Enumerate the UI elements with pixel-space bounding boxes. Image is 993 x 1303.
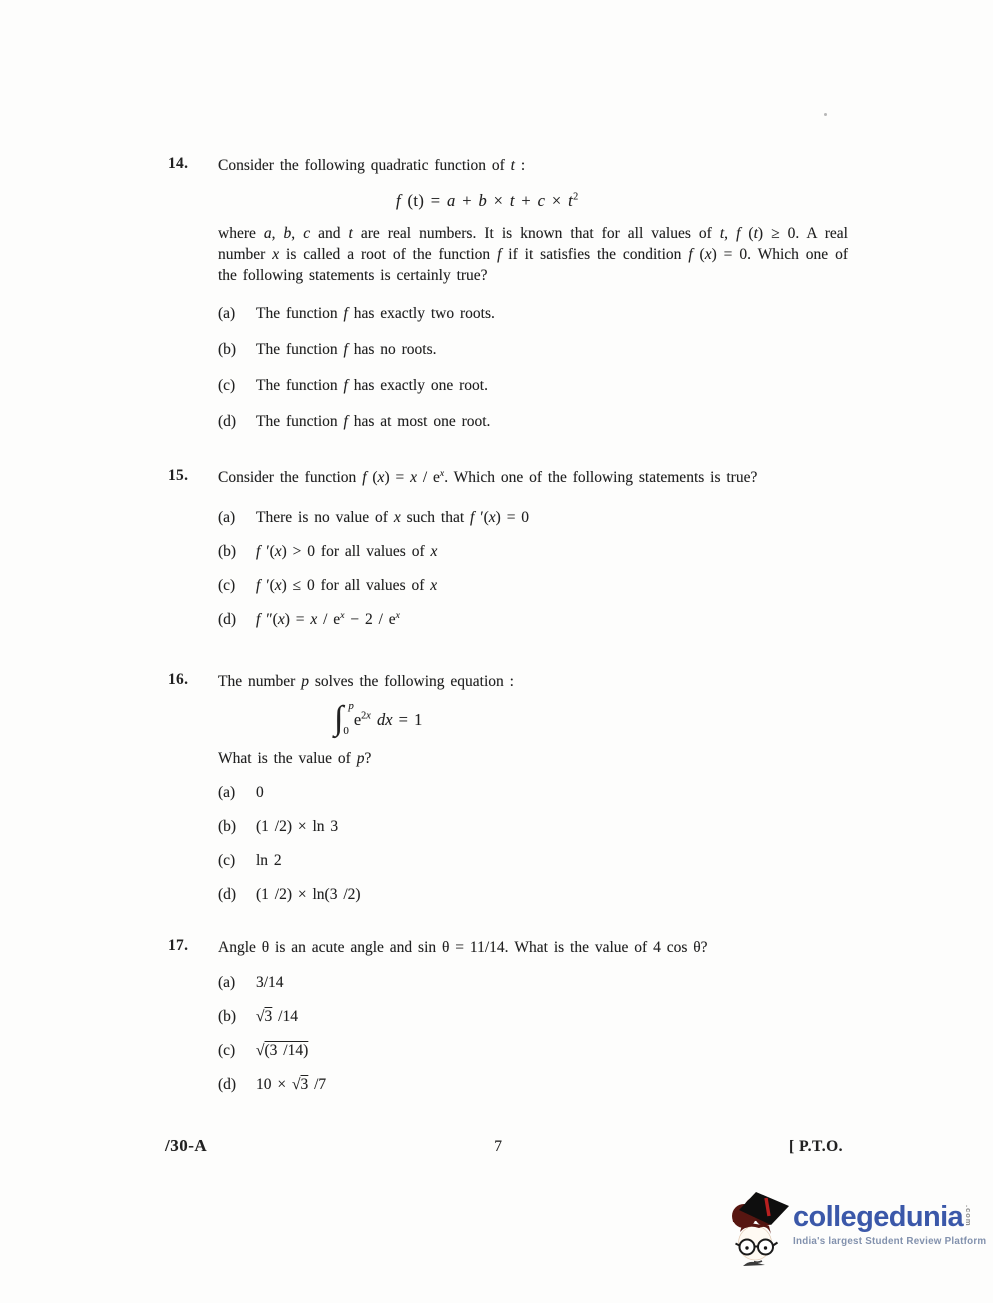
- question-17: [168, 937, 848, 1095]
- option-label: (a): [218, 509, 236, 526]
- option-text: ln 2: [256, 852, 282, 869]
- option-a: [218, 972, 848, 993]
- option-label: (a): [218, 974, 236, 991]
- question-number: 17.: [168, 937, 189, 954]
- option-label: (d): [218, 1076, 237, 1093]
- integral-formula: ∫ p 0 $e^{2x}$ dx = 1: [334, 700, 423, 737]
- option-label: (c): [218, 852, 236, 869]
- option-text: f $''(x) = x / e^x - 2 / e^x$: [256, 609, 400, 628]
- option-label: (c): [218, 377, 236, 394]
- question-intro: The number p solves the following equation :: [218, 673, 514, 690]
- option-label: (a): [218, 305, 236, 322]
- page-footer: [165, 1136, 843, 1156]
- option-a: [218, 782, 848, 803]
- scan-squiggle-mark: [742, 1258, 768, 1270]
- option-b: [218, 541, 848, 562]
- option-a: [218, 507, 848, 528]
- option-text: 10 × √3 /7: [256, 1076, 327, 1093]
- option-label: (d): [218, 413, 237, 430]
- option-label: (c): [218, 577, 236, 594]
- option-d: [218, 609, 848, 630]
- option-text: (1 /2) × ln(3 /2): [256, 886, 361, 903]
- options-list: [218, 782, 848, 905]
- question-number: 14.: [168, 155, 189, 172]
- option-a: [218, 303, 848, 324]
- option-c: [218, 375, 848, 396]
- option-text: 3/14: [256, 974, 284, 991]
- option-text: The function f has no roots.: [256, 341, 437, 358]
- option-d: [218, 884, 848, 905]
- option-b: [218, 339, 848, 360]
- option-c: [218, 575, 848, 596]
- option-text: There is no value of x such that f ′(x) = 0: [256, 509, 530, 526]
- dotcom-label: .com: [964, 1205, 974, 1227]
- option-text: 0: [256, 784, 264, 801]
- question-number: 15.: [168, 467, 189, 484]
- option-text: (1 /2) × ln 3: [256, 818, 339, 835]
- logo-tagline: India's largest Student Review Platform: [793, 1236, 987, 1247]
- page-number: 7: [494, 1138, 502, 1155]
- option-b: [218, 816, 848, 837]
- option-label: (a): [218, 784, 236, 801]
- option-text: f ′(x) ≤ 0 for all values of x: [256, 577, 438, 594]
- option-text: √3 /14: [256, 1008, 298, 1025]
- scan-artifact-dot: [824, 113, 827, 116]
- option-label: (b): [218, 543, 237, 560]
- question-intro: Consider the function f $(x) = x / e^x$. Which one of the following statements is true?: [218, 467, 758, 486]
- option-label: (d): [218, 886, 237, 903]
- option-text: The function f has exactly one root.: [256, 377, 488, 394]
- option-text: f ′(x) > 0 for all values of x: [256, 543, 438, 560]
- quadratic-formula: f $(t) = a + b \times t + c \times t^2$: [396, 191, 579, 210]
- option-text: The function f has exactly two roots.: [256, 305, 495, 322]
- option-text: √(3 /14): [256, 1042, 309, 1059]
- options-list: [218, 972, 848, 1095]
- option-d: [218, 1074, 848, 1095]
- option-c: [218, 1040, 848, 1061]
- option-label: (b): [218, 1008, 237, 1025]
- paper-code: /30-A: [165, 1136, 208, 1155]
- question-16: [168, 671, 848, 905]
- options-list: [218, 303, 848, 432]
- question-number: 16.: [168, 671, 189, 688]
- options-list: [218, 507, 848, 630]
- question-14: [168, 155, 848, 432]
- option-label: (b): [218, 818, 237, 835]
- option-label: (d): [218, 611, 237, 628]
- question-15: [168, 467, 848, 630]
- option-label: (b): [218, 341, 237, 358]
- question-body: where a, b, c and t are real numbers. It is known that for all values of t, f (t) ≥ 0. A real number x is called a root of the function f if it satisfies the condition f (x) = 0. Which one of the following statements is certainly true?: [218, 225, 848, 284]
- option-b: [218, 1006, 848, 1027]
- pto-marker: [ P.T.O.: [789, 1138, 843, 1155]
- question-subquestion: What is the value of p?: [218, 750, 372, 767]
- option-d: [218, 411, 848, 432]
- collegedunia-wordmark: collegedunia: [793, 1201, 964, 1233]
- option-text: The function f has at most one root.: [256, 413, 491, 430]
- question-intro: Angle θ is an acute angle and sin θ = 11/14. What is the value of 4 cos θ?: [218, 939, 708, 956]
- question-intro: Consider the following quadratic function of t :: [218, 157, 526, 174]
- option-label: (c): [218, 1042, 236, 1059]
- option-c: [218, 850, 848, 871]
